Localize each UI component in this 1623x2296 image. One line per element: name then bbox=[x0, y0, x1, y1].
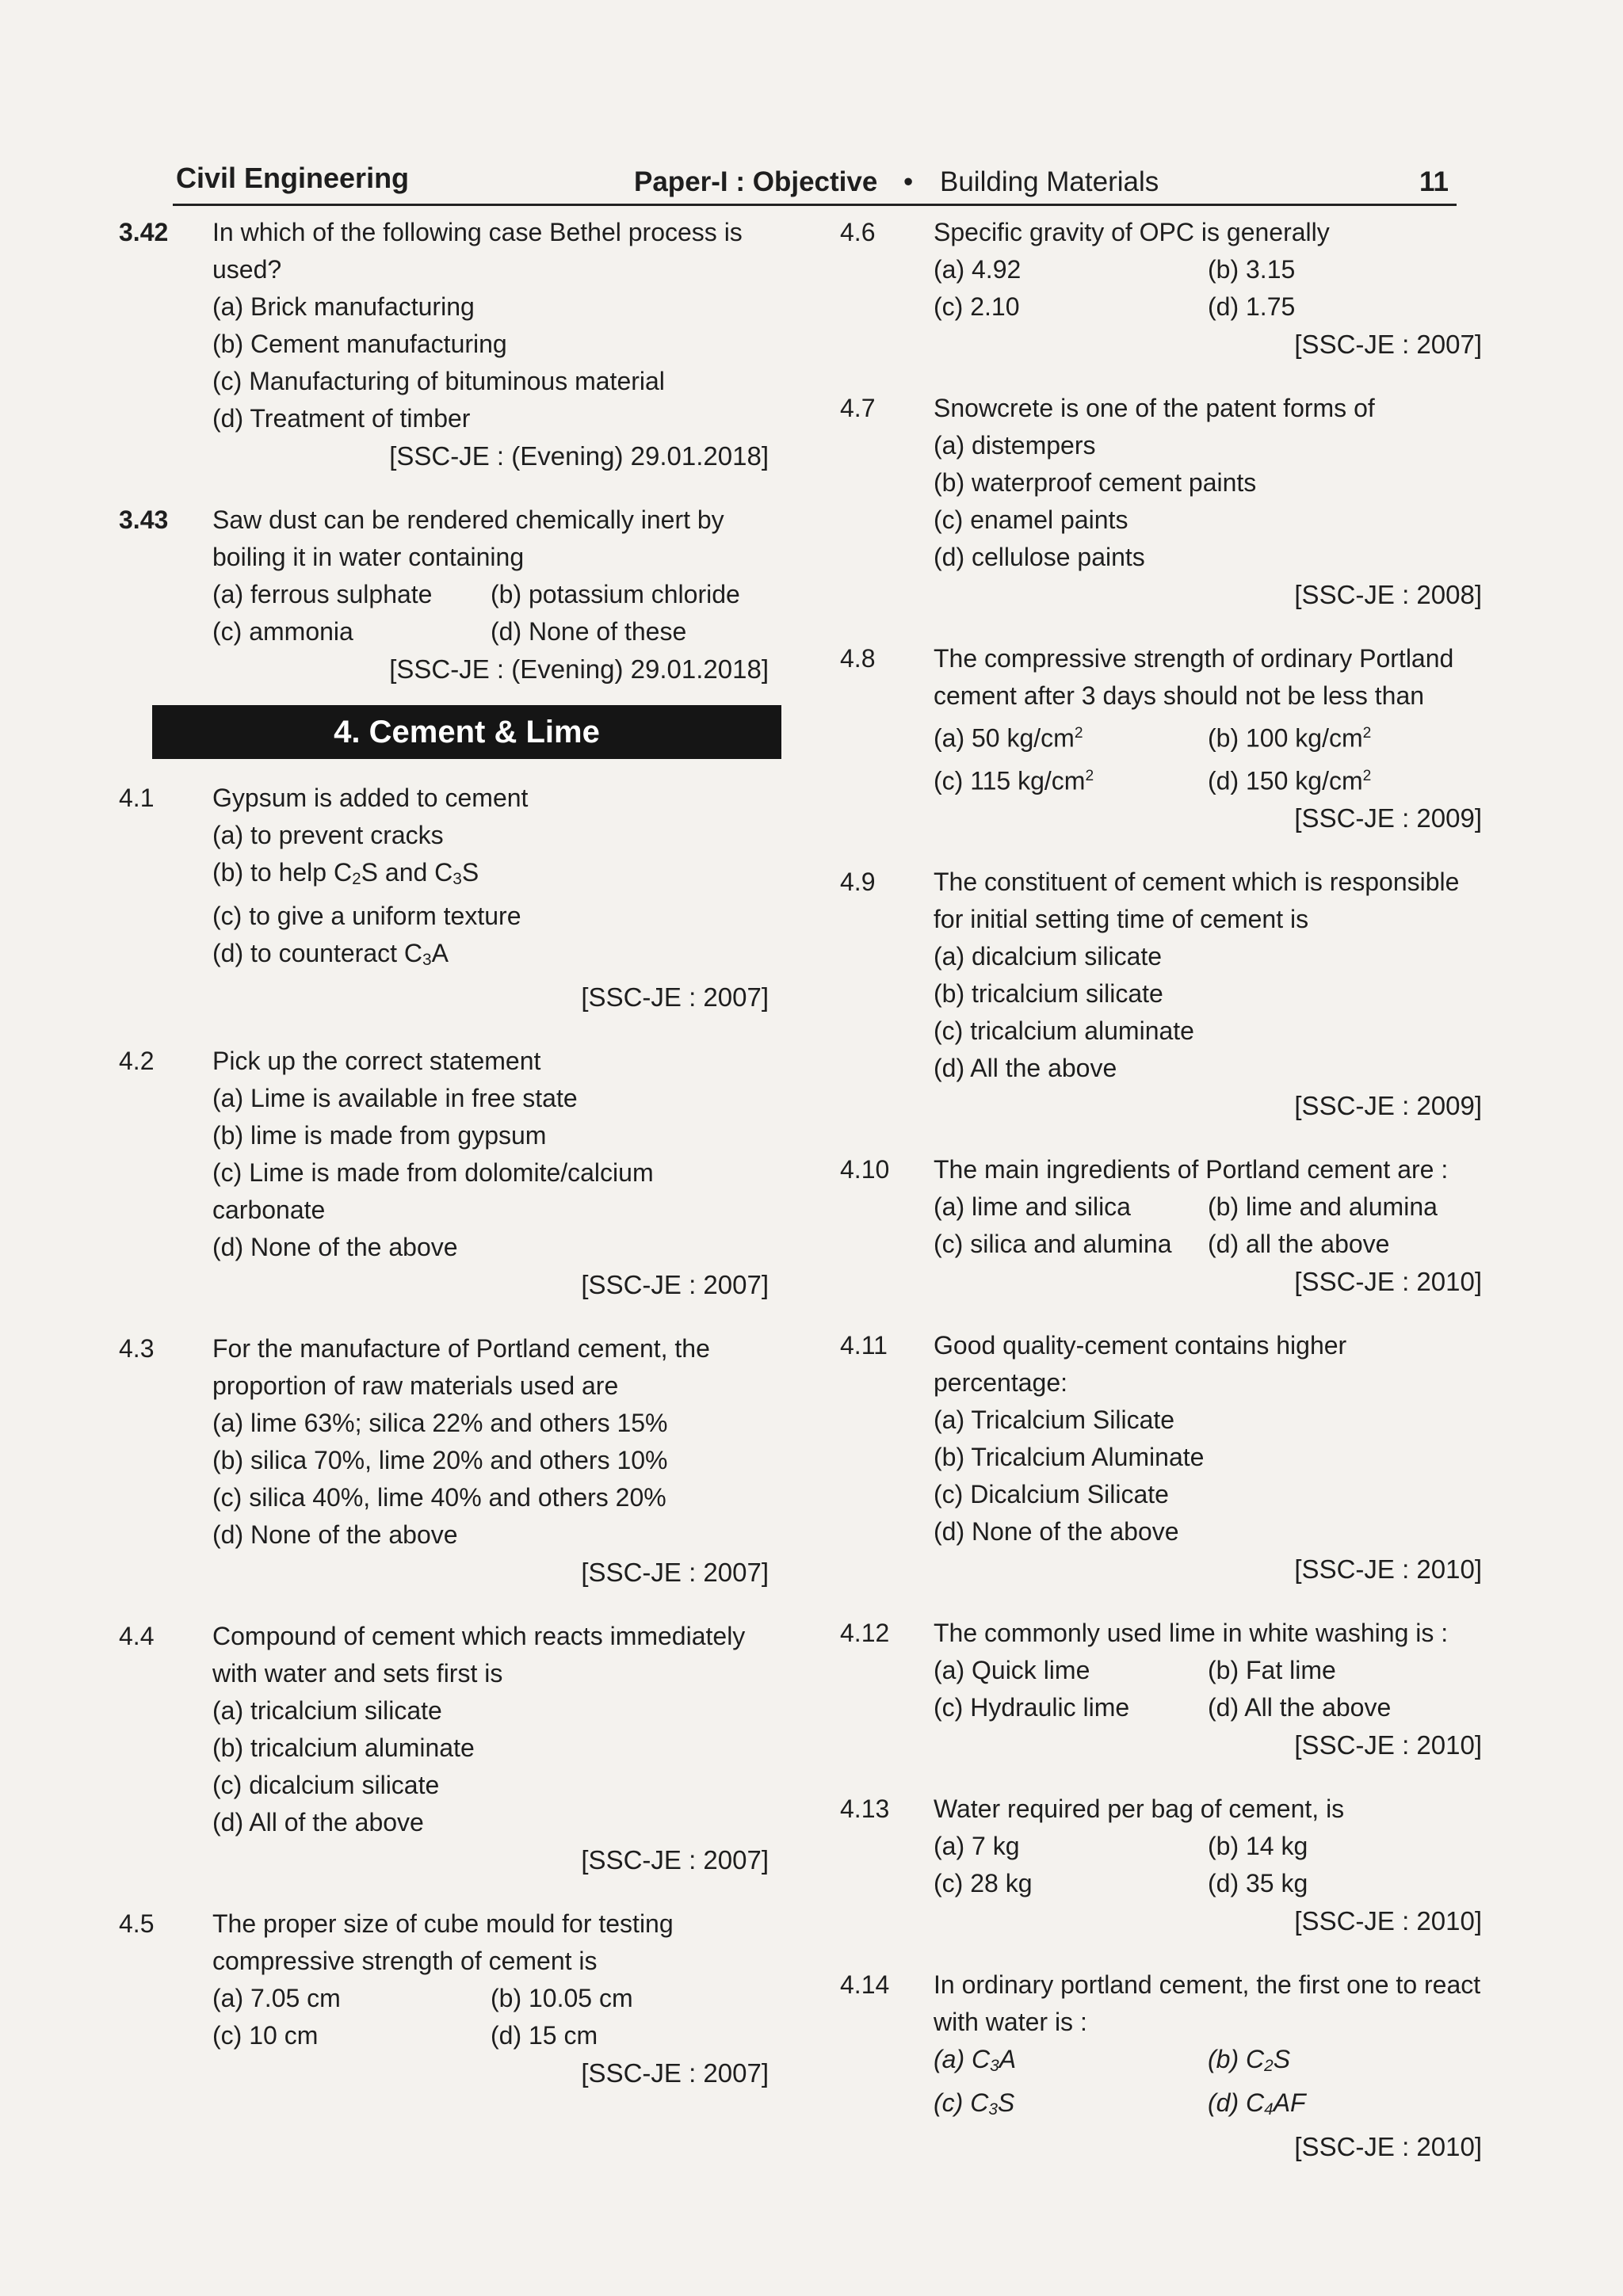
question-source: [SSC-JE : 2010] bbox=[1294, 1906, 1482, 1936]
option-a: (a) Quick lime bbox=[934, 1656, 1090, 1685]
option-a: (a) to prevent cracks bbox=[212, 821, 444, 849]
option-c: (c) ammonia bbox=[212, 617, 353, 646]
option-b: (b) Tricalcium Aluminate bbox=[934, 1443, 1205, 1472]
question-text: The constituent of cement which is responsible for initial setting time of cement is bbox=[934, 868, 1460, 934]
option-b: (b) waterproof cement paints bbox=[934, 468, 1257, 497]
question-source: [SSC-JE : 2009] bbox=[1294, 803, 1482, 833]
option-a: (a) tricalcium silicate bbox=[212, 1696, 442, 1726]
option-c: (c) 10 cm bbox=[212, 2021, 319, 2050]
option-a: (a) 50 $kg/cm^2$ bbox=[934, 723, 1083, 753]
option-b: (b) Cement manufacturing bbox=[212, 330, 507, 358]
option-d: (d) None of the above bbox=[212, 1520, 458, 1550]
header-rule bbox=[173, 204, 1457, 206]
option-d: (d) cellulose paints bbox=[934, 543, 1145, 571]
question-3-42 bbox=[119, 214, 769, 475]
topic-title: Building Materials bbox=[940, 166, 1159, 197]
option-d: (d) 35 kg bbox=[1208, 1869, 1308, 1898]
question-number: 4.4 bbox=[119, 1622, 155, 1651]
question-number: 4.5 bbox=[119, 1909, 155, 1939]
option-b: (b) Fat lime bbox=[1208, 1656, 1336, 1685]
question-source: [SSC-JE : 2007] bbox=[581, 982, 769, 1013]
option-c: (c) Lime is made from dolomite/calcium carbonate bbox=[212, 1158, 654, 1225]
question-source: [SSC-JE : 2010] bbox=[1294, 1554, 1482, 1585]
option-d: (d) to counteract $C_3A$ bbox=[212, 939, 449, 970]
option-b: (b) to help $C_2S$ and $C_3S$ bbox=[212, 858, 479, 889]
option-a: (a) Lime is available in free state bbox=[212, 1084, 578, 1113]
question-number: 4.3 bbox=[119, 1334, 155, 1363]
question-text: Gypsum is added to cement bbox=[212, 784, 529, 812]
question-3-43 bbox=[119, 502, 769, 688]
question-text: In which of the following case Bethel process is used? bbox=[212, 218, 743, 284]
question-number: 4.14 bbox=[840, 1970, 890, 2000]
question-number: 4.2 bbox=[119, 1047, 155, 1076]
option-c: (c) 115 $kg/cm^2$ bbox=[934, 766, 1094, 795]
question-text: The main ingredients of Portland cement are : bbox=[934, 1155, 1449, 1184]
option-d: (d) All the above bbox=[934, 1054, 1117, 1083]
option-b: (b) silica 70%, lime 20% and others 10% bbox=[212, 1446, 668, 1475]
page-header bbox=[173, 157, 1457, 201]
option-c: (c) silica 40%, lime 40% and others 20% bbox=[212, 1483, 666, 1512]
option-d: (d) All the above bbox=[1208, 1693, 1392, 1722]
question-text: Good quality-cement contains higher percentage: bbox=[934, 1331, 1347, 1398]
question-source: [SSC-JE : 2009] bbox=[1294, 1091, 1482, 1121]
question-source: [SSC-JE : 2007] bbox=[581, 1558, 769, 1588]
option-b: (b) lime and alumina bbox=[1208, 1192, 1438, 1222]
option-b: (b) 3.15 bbox=[1208, 255, 1296, 284]
option-c: (c) 2.10 bbox=[934, 292, 1020, 321]
option-a: (a) lime and silica bbox=[934, 1192, 1131, 1222]
question-4-1 bbox=[119, 780, 769, 1016]
left-column bbox=[119, 214, 769, 2092]
option-b: (b) lime is made from gypsum bbox=[212, 1121, 547, 1150]
option-a: (a) 7.05 cm bbox=[212, 1984, 341, 2013]
option-d: (d) $C_4AF$ bbox=[1208, 2088, 1306, 2119]
section-heading: 4. Cement & Lime bbox=[152, 705, 781, 759]
question-text: Water required per bag of cement, is bbox=[934, 1794, 1345, 1824]
option-c: (c) Dicalcium Silicate bbox=[934, 1480, 1169, 1509]
question-text: The commonly used lime in white washing is : bbox=[934, 1619, 1449, 1648]
question-source: [SSC-JE : 2007] bbox=[581, 1845, 769, 1875]
header-separator: • bbox=[903, 166, 914, 197]
option-b: (b) 10.05 cm bbox=[491, 1984, 633, 2013]
question-number: 4.10 bbox=[840, 1155, 890, 1184]
question-number: 4.1 bbox=[119, 784, 155, 812]
question-source: [SSC-JE : (Evening) 29.01.2018] bbox=[389, 654, 769, 684]
question-text: The compressive strength of ordinary Portland cement after 3 days should not be less than bbox=[934, 644, 1454, 710]
option-d: (d) 1.75 bbox=[1208, 292, 1296, 321]
question-4-14 bbox=[840, 1966, 1482, 2165]
question-source: [SSC-JE : 2008] bbox=[1294, 580, 1482, 609]
option-c: (c) enamel paints bbox=[934, 505, 1128, 534]
question-4-13 bbox=[840, 1791, 1482, 1939]
option-a: (a) 7 kg bbox=[934, 1832, 1020, 1861]
option-a: (a) dicalcium silicate bbox=[934, 942, 1163, 971]
option-b: (b) tricalcium silicate bbox=[934, 979, 1163, 1009]
question-number: 4.11 bbox=[840, 1331, 888, 1360]
question-text: Specific gravity of OPC is generally bbox=[934, 218, 1330, 246]
option-c: (c) $C_3S$ bbox=[934, 2088, 1015, 2119]
option-d: (d) 150 $kg/cm^2$ bbox=[1208, 766, 1372, 795]
question-number: 3.43 bbox=[119, 505, 169, 534]
option-a: (a) $C_3A$ bbox=[934, 2045, 1017, 2076]
question-source: [SSC-JE : 2007] bbox=[581, 1270, 769, 1300]
option-d: (d) None of these bbox=[491, 617, 687, 646]
question-4-3 bbox=[119, 1330, 769, 1591]
subject-title: Civil Engineering bbox=[176, 162, 410, 194]
question-4-12 bbox=[840, 1615, 1482, 1764]
question-number: 4.8 bbox=[840, 644, 876, 673]
option-c: (c) tricalcium aluminate bbox=[934, 1016, 1194, 1046]
option-a: (a) ferrous sulphate bbox=[212, 580, 433, 608]
option-d: (d) None of the above bbox=[934, 1517, 1179, 1547]
question-source: [SSC-JE : 2010] bbox=[1294, 2132, 1482, 2162]
option-d: (d) Treatment of timber bbox=[212, 404, 471, 433]
question-text: Saw dust can be rendered chemically inert by boiling it in water containing bbox=[212, 505, 724, 571]
option-c: (c) to give a uniform texture bbox=[212, 902, 521, 931]
option-b: (b) $C_2S$ bbox=[1208, 2045, 1291, 2076]
option-a: (a) Brick manufacturing bbox=[212, 292, 475, 321]
question-number: 3.42 bbox=[119, 218, 169, 246]
question-number: 4.12 bbox=[840, 1619, 890, 1648]
question-source: [SSC-JE : 2010] bbox=[1294, 1730, 1482, 1760]
question-source: [SSC-JE : 2010] bbox=[1294, 1267, 1482, 1297]
option-c: (c) dicalcium silicate bbox=[212, 1771, 440, 1800]
option-a: (a) 4.92 bbox=[934, 255, 1022, 284]
question-4-4 bbox=[119, 1618, 769, 1878]
paper-title: Paper-I : Objective bbox=[634, 166, 878, 197]
right-column bbox=[840, 214, 1482, 2165]
question-4-8 bbox=[840, 640, 1482, 837]
option-d: (d) None of the above bbox=[212, 1233, 458, 1262]
question-text: In ordinary portland cement, the first one to react with water is : bbox=[934, 1970, 1481, 2037]
question-text: Compound of cement which reacts immediately with water and sets first is bbox=[212, 1622, 746, 1688]
question-number: 4.9 bbox=[840, 868, 876, 897]
option-b: (b) 100 $kg/cm^2$ bbox=[1208, 723, 1372, 753]
option-b: (b) tricalcium aluminate bbox=[212, 1733, 475, 1763]
question-source: [SSC-JE : 2007] bbox=[1294, 330, 1482, 359]
option-d: (d) All of the above bbox=[212, 1808, 424, 1837]
option-c: (c) Hydraulic lime bbox=[934, 1693, 1130, 1722]
question-4-5 bbox=[119, 1905, 769, 2092]
question-4-2 bbox=[119, 1043, 769, 1303]
question-text: For the manufacture of Portland cement, the proportion of raw materials used are bbox=[212, 1334, 710, 1401]
option-d: (d) 15 cm bbox=[491, 2021, 598, 2050]
question-source: [SSC-JE : (Evening) 29.01.2018] bbox=[389, 441, 769, 471]
option-c: (c) silica and alumina bbox=[934, 1230, 1172, 1259]
option-b: (b) 14 kg bbox=[1208, 1832, 1308, 1861]
question-number: 4.13 bbox=[840, 1794, 890, 1824]
question-source: [SSC-JE : 2007] bbox=[581, 2058, 769, 2088]
question-text: Snowcrete is one of the patent forms of bbox=[934, 394, 1375, 422]
option-a: (a) lime 63%; silica 22% and others 15% bbox=[212, 1409, 668, 1438]
option-c: (c) 28 kg bbox=[934, 1869, 1033, 1898]
question-4-9 bbox=[840, 864, 1482, 1124]
option-c: (c) Manufacturing of bituminous material bbox=[212, 367, 665, 395]
option-a: (a) distempers bbox=[934, 431, 1096, 460]
question-4-6 bbox=[840, 214, 1482, 363]
question-number: 4.7 bbox=[840, 394, 876, 422]
question-4-7 bbox=[840, 390, 1482, 613]
question-4-11 bbox=[840, 1327, 1482, 1588]
option-b: (b) potassium chloride bbox=[491, 580, 740, 608]
option-a: (a) Tricalcium Silicate bbox=[934, 1405, 1175, 1435]
question-4-10 bbox=[840, 1151, 1482, 1300]
question-number: 4.6 bbox=[840, 218, 876, 246]
option-d: (d) all the above bbox=[1208, 1230, 1390, 1259]
question-text: Pick up the correct statement bbox=[212, 1047, 541, 1076]
question-text: The proper size of cube mould for testing compressive strength of cement is bbox=[212, 1909, 674, 1976]
page-number: 11 bbox=[1419, 166, 1449, 197]
